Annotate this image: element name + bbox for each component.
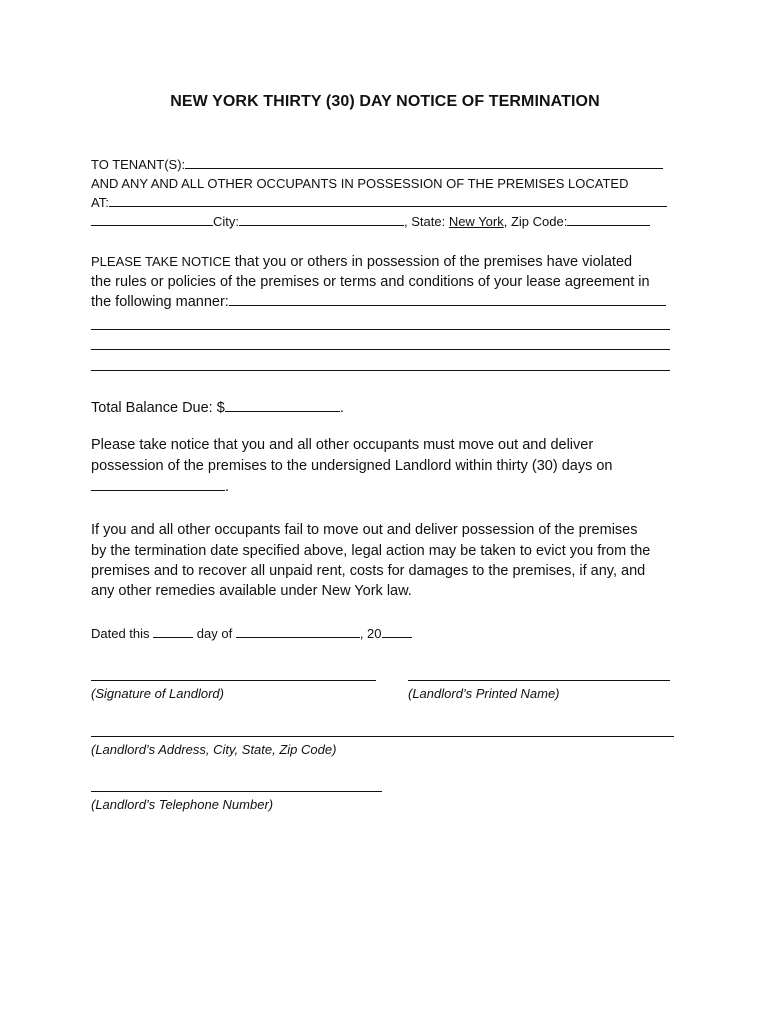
landlord-address-caption: (Landlord’s Address, City, State, Zip Code) xyxy=(91,742,337,757)
balance-period: . xyxy=(339,400,344,416)
legal-line-2: by the termination date specified above, legal action may be taken to evict you from the xyxy=(91,543,651,559)
landlord-telephone-field[interactable] xyxy=(91,791,382,792)
balance-field[interactable] xyxy=(225,398,340,412)
dated-label: Dated this xyxy=(91,626,150,641)
landlord-address-field[interactable] xyxy=(91,736,674,737)
violation-field-2[interactable] xyxy=(91,329,670,330)
city-label: City: xyxy=(213,214,239,229)
year-field[interactable] xyxy=(382,624,412,638)
notice-line-3 xyxy=(91,292,666,313)
landlord-printed-name-caption: (Landlord’s Printed Name) xyxy=(408,686,560,701)
month-field[interactable] xyxy=(236,624,360,638)
zip-label: , Zip Code: xyxy=(503,214,568,229)
balance-line xyxy=(91,398,344,419)
following-manner-label: the following manner: xyxy=(91,294,229,310)
to-tenants-line xyxy=(91,155,663,174)
move-out-line-3 xyxy=(91,477,229,498)
legal-line-4: any other remedies available under New York law. xyxy=(91,583,412,599)
address-continued-field[interactable] xyxy=(91,212,213,226)
violation-field-4[interactable] xyxy=(91,370,670,371)
state-value: New York xyxy=(448,214,504,229)
tenant-name-field[interactable] xyxy=(185,155,663,169)
at-label: AT: xyxy=(91,195,109,210)
landlord-signature-caption: (Signature of Landlord) xyxy=(91,686,224,701)
violation-field-1[interactable] xyxy=(229,292,666,306)
move-out-line-2: possession of the premises to the undersigned Landlord within thirty (30) days on xyxy=(91,458,613,474)
landlord-telephone-caption: (Landlord’s Telephone Number) xyxy=(91,797,274,812)
legal-line-1: If you and all other occupants fail to move out and deliver possession of the premises xyxy=(91,522,638,538)
balance-label: Total Balance Due: $ xyxy=(91,400,225,416)
notice-line-1-text: that you or others in possession of the premises have violated xyxy=(230,254,633,270)
move-out-period: . xyxy=(225,479,230,495)
landlord-printed-name-field[interactable] xyxy=(408,680,670,681)
move-out-line-1: Please take notice that you and all other occupants must move out and deliver xyxy=(91,437,594,453)
notice-line-1 xyxy=(91,251,632,273)
zip-code-field[interactable] xyxy=(567,212,650,226)
city-field[interactable] xyxy=(239,212,404,226)
landlord-signature-field[interactable] xyxy=(91,680,376,681)
move-out-date-field[interactable] xyxy=(91,477,225,491)
day-field[interactable] xyxy=(153,624,193,638)
premises-at-line xyxy=(91,193,667,212)
legal-line-3: premises and to recover all unpaid rent, costs for damages to the premises, if any, and xyxy=(91,563,646,579)
violation-field-3[interactable] xyxy=(91,349,670,350)
state-label: , State: xyxy=(404,214,449,229)
city-state-zip-line xyxy=(91,212,650,231)
year-prefix: , 20 xyxy=(359,626,382,641)
occupants-line: AND ANY AND ALL OTHER OCCUPANTS IN POSSESSION OF THE PREMISES LOCATED xyxy=(91,176,629,191)
notice-line-2: the rules or policies of the premises or terms and conditions of your lease agreement in xyxy=(91,274,650,290)
to-tenants-label: TO TENANT(S): xyxy=(91,157,186,172)
document-title: NEW YORK THIRTY (30) DAY NOTICE OF TERMINATION xyxy=(170,93,600,110)
day-of-label: day of xyxy=(193,626,236,641)
notice-prefix: PLEASE TAKE NOTICE xyxy=(91,254,231,269)
premises-address-field[interactable] xyxy=(109,193,667,207)
dated-line xyxy=(91,624,412,643)
